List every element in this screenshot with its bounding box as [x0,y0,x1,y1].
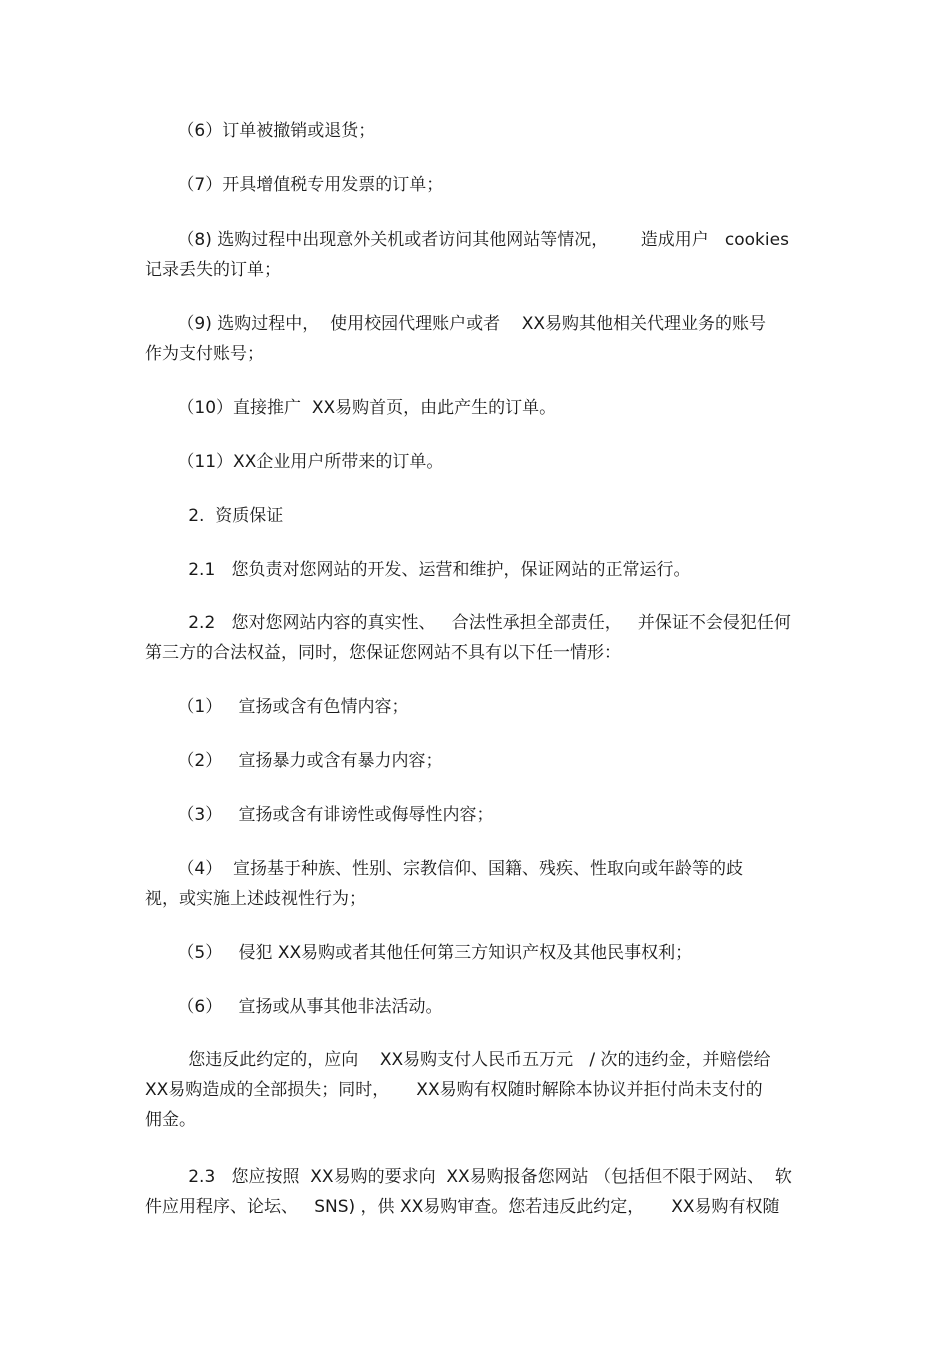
text-line: 2.3 您应按照 XX易购的要求向 XX易购报备您网站 （包括但不限于网站、 软 [145,1167,792,1187]
paragraph-clause-6 [145,116,805,146]
paragraph-clause-9 [145,309,805,369]
paragraph-item-4 [145,854,805,914]
text-line: 2. 资质保证 [145,506,284,526]
text-line: （7）开具增值税专用发票的订单； [145,175,444,195]
paragraph-clause-11 [145,447,805,477]
text-line: （10）直接推广 XX易购首页，由此产生的订单。 [145,398,557,418]
text-line: 您违反此约定的，应向 XX易购支付人民币五万元 / 次的违约金，并赔偿给 [145,1050,771,1070]
text-line: 作为支付账号； [145,344,264,364]
paragraph-penalty [145,1045,805,1135]
text-line: （6）订单被撤销或退货； [145,121,376,141]
paragraph-item-1 [145,692,805,722]
paragraph-clause-8 [145,225,805,285]
text-line: XX易购造成的全部损失；同时， XX易购有权随时解除本协议并拒付尚未支付的 [145,1080,763,1100]
paragraph-clause-10 [145,393,805,423]
paragraph-item-2 [145,746,805,776]
text-line: （6） 宣扬或从事其他非法活动。 [145,997,443,1017]
paragraph-item-6 [145,992,805,1022]
section-heading [145,501,805,531]
text-line: （9) 选购过程中， 使用校园代理账户或者 XX易购其他相关代理业务的账号 [145,314,766,334]
text-line: （8) 选购过程中出现意外关机或者访问其他网站等情况， 造成用户 cookies [145,230,789,250]
paragraph-clause-7 [145,170,805,200]
paragraph-2-1 [145,555,805,585]
text-line: 2.2 您对您网站内容的真实性、 合法性承担全部责任， 并保证不会侵犯任何 [145,613,791,633]
text-line: 佣金。 [145,1110,196,1130]
text-line: （4） 宣扬基于种族、性别、宗教信仰、国籍、残疾、性取向或年龄等的歧 [145,859,744,879]
text-line: 记录丢失的订单； [145,260,281,280]
paragraph-item-5 [145,938,805,968]
text-line: （3） 宣扬或含有诽谤性或侮辱性内容； [145,805,494,825]
text-line: 件应用程序、论坛、 SNS) ，供 XX易购审查。您若违反此约定， XX易购有权随 [145,1197,780,1217]
text-line: （2） 宣扬暴力或含有暴力内容； [145,751,443,771]
text-line: 2.1 您负责对您网站的开发、运营和维护，保证网站的正常运行。 [145,560,691,580]
paragraph-2-2 [145,608,805,668]
text-line: （5） 侵犯 XX易购或者其他任何第三方知识产权及其他民事权利； [145,943,693,963]
text-line: （1） 宣扬或含有色情内容； [145,697,409,717]
text-line: （11）XX企业用户所带来的订单。 [145,452,444,472]
paragraph-2-3 [145,1162,805,1222]
paragraph-item-3 [145,800,805,830]
text-line: 视，或实施上述歧视性行为； [145,889,366,909]
text-line: 第三方的合法权益，同时，您保证您网站不具有以下任一情形： [145,643,621,663]
